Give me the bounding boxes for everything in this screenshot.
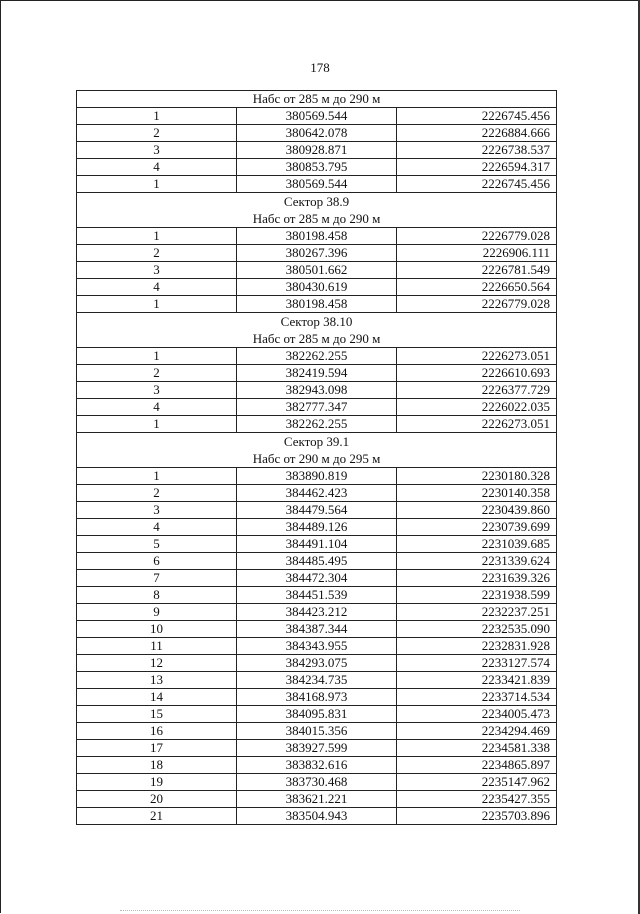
section-header-row <box>77 91 557 108</box>
point-number: 1 <box>77 228 237 245</box>
point-number: 1 <box>77 416 237 433</box>
x-coordinate: 384479.564 <box>237 502 397 519</box>
point-number: 7 <box>77 570 237 587</box>
table-row <box>77 416 557 433</box>
point-number: 4 <box>77 279 237 296</box>
x-coordinate: 383621.221 <box>237 791 397 808</box>
table-row <box>77 348 557 365</box>
point-number: 3 <box>77 262 237 279</box>
x-coordinate: 384387.344 <box>237 621 397 638</box>
y-coordinate: 2226273.051 <box>397 348 557 365</box>
y-coordinate: 2231039.685 <box>397 536 557 553</box>
y-coordinate: 2235703.896 <box>397 808 557 825</box>
x-coordinate: 383890.819 <box>237 468 397 485</box>
y-coordinate: 2234865.897 <box>397 757 557 774</box>
x-coordinate: 384234.735 <box>237 672 397 689</box>
point-number: 20 <box>77 791 237 808</box>
table-row <box>77 553 557 570</box>
point-number: 15 <box>77 706 237 723</box>
y-coordinate: 2230180.328 <box>397 468 557 485</box>
table-row <box>77 365 557 382</box>
x-coordinate: 384168.973 <box>237 689 397 706</box>
x-coordinate: 382262.255 <box>237 416 397 433</box>
table-row <box>77 485 557 502</box>
table-row <box>77 468 557 485</box>
height-range-label: Набс от 285 м до 290 м <box>252 211 381 226</box>
y-coordinate: 2234581.338 <box>397 740 557 757</box>
sector-name: Сектор 38.9 <box>283 194 350 209</box>
table-row <box>77 808 557 825</box>
point-number: 1 <box>77 176 237 193</box>
table-row <box>77 296 557 313</box>
y-coordinate: 2226377.729 <box>397 382 557 399</box>
table-row <box>77 279 557 296</box>
table-row <box>77 382 557 399</box>
x-coordinate: 384293.075 <box>237 655 397 672</box>
table-row <box>77 757 557 774</box>
y-coordinate: 2226273.051 <box>397 416 557 433</box>
page-number: 178 <box>310 60 330 75</box>
y-coordinate: 2235147.962 <box>397 774 557 791</box>
x-coordinate: 380267.396 <box>237 245 397 262</box>
table-row <box>77 399 557 416</box>
y-coordinate: 2226884.666 <box>397 125 557 142</box>
point-number: 19 <box>77 774 237 791</box>
point-number: 1 <box>77 296 237 313</box>
x-coordinate: 380501.662 <box>237 262 397 279</box>
table-row <box>77 706 557 723</box>
point-number: 1 <box>77 348 237 365</box>
y-coordinate: 2231339.624 <box>397 553 557 570</box>
table-row <box>77 689 557 706</box>
section-title <box>77 193 557 228</box>
x-coordinate: 380928.871 <box>237 142 397 159</box>
x-coordinate: 384489.126 <box>237 519 397 536</box>
y-coordinate: 2226745.456 <box>397 108 557 125</box>
table-row <box>77 159 557 176</box>
y-coordinate: 2230140.358 <box>397 485 557 502</box>
point-number: 3 <box>77 382 237 399</box>
scan-artifact-line <box>120 910 520 912</box>
point-number: 9 <box>77 604 237 621</box>
x-coordinate: 382419.594 <box>237 365 397 382</box>
y-coordinate: 2226779.028 <box>397 296 557 313</box>
point-number: 18 <box>77 757 237 774</box>
x-coordinate: 380198.458 <box>237 296 397 313</box>
point-number: 1 <box>77 108 237 125</box>
section-header-row <box>77 433 557 468</box>
y-coordinate: 2226650.564 <box>397 279 557 296</box>
point-number: 4 <box>77 399 237 416</box>
point-number: 16 <box>77 723 237 740</box>
x-coordinate: 382777.347 <box>237 399 397 416</box>
table-row <box>77 655 557 672</box>
point-number: 2 <box>77 485 237 502</box>
table-row <box>77 108 557 125</box>
sector-name: Сектор 38.10 <box>280 314 353 329</box>
height-range-label: Набс от 285 м до 290 м <box>252 331 381 346</box>
y-coordinate: 2226610.693 <box>397 365 557 382</box>
coordinates-table <box>76 90 557 825</box>
height-range-label: Набс от 290 м до 295 м <box>252 451 381 466</box>
x-coordinate: 383504.943 <box>237 808 397 825</box>
x-coordinate: 380430.619 <box>237 279 397 296</box>
x-coordinate: 383927.599 <box>237 740 397 757</box>
x-coordinate: 384423.212 <box>237 604 397 621</box>
point-number: 12 <box>77 655 237 672</box>
point-number: 6 <box>77 553 237 570</box>
y-coordinate: 2233714.534 <box>397 689 557 706</box>
x-coordinate: 384015.356 <box>237 723 397 740</box>
table-row <box>77 536 557 553</box>
y-coordinate: 2230439.860 <box>397 502 557 519</box>
coordinates-table-body <box>77 91 557 825</box>
x-coordinate: 380198.458 <box>237 228 397 245</box>
table-row <box>77 228 557 245</box>
y-coordinate: 2226779.028 <box>397 228 557 245</box>
table-row <box>77 245 557 262</box>
x-coordinate: 382943.098 <box>237 382 397 399</box>
x-coordinate: 384462.423 <box>237 485 397 502</box>
y-coordinate: 2231639.326 <box>397 570 557 587</box>
section-title <box>77 433 557 468</box>
x-coordinate: 380569.544 <box>237 108 397 125</box>
point-number: 21 <box>77 808 237 825</box>
point-number: 13 <box>77 672 237 689</box>
y-coordinate: 2234294.469 <box>397 723 557 740</box>
table-row <box>77 142 557 159</box>
point-number: 10 <box>77 621 237 638</box>
x-coordinate: 380853.795 <box>237 159 397 176</box>
point-number: 11 <box>77 638 237 655</box>
table-row <box>77 519 557 536</box>
table-row <box>77 125 557 142</box>
y-coordinate: 2226022.035 <box>397 399 557 416</box>
point-number: 2 <box>77 365 237 382</box>
section-header-row <box>77 193 557 228</box>
y-coordinate: 2231938.599 <box>397 587 557 604</box>
table-row <box>77 740 557 757</box>
x-coordinate: 380569.544 <box>237 176 397 193</box>
table-row <box>77 176 557 193</box>
table-row <box>77 604 557 621</box>
table-row <box>77 774 557 791</box>
y-coordinate: 2232831.928 <box>397 638 557 655</box>
point-number: 2 <box>77 245 237 262</box>
point-number: 17 <box>77 740 237 757</box>
y-coordinate: 2230739.699 <box>397 519 557 536</box>
point-number: 8 <box>77 587 237 604</box>
point-number: 3 <box>77 142 237 159</box>
x-coordinate: 384343.955 <box>237 638 397 655</box>
point-number: 3 <box>77 502 237 519</box>
table-row <box>77 570 557 587</box>
section-header-row <box>77 313 557 348</box>
x-coordinate: 384451.539 <box>237 587 397 604</box>
table-row <box>77 672 557 689</box>
section-title <box>77 91 557 108</box>
table-row <box>77 502 557 519</box>
point-number: 14 <box>77 689 237 706</box>
table-row <box>77 621 557 638</box>
table-row <box>77 587 557 604</box>
y-coordinate: 2226594.317 <box>397 159 557 176</box>
y-coordinate: 2232237.251 <box>397 604 557 621</box>
y-coordinate: 2234005.473 <box>397 706 557 723</box>
table-row <box>77 638 557 655</box>
point-number: 4 <box>77 159 237 176</box>
y-coordinate: 2233421.839 <box>397 672 557 689</box>
point-number: 4 <box>77 519 237 536</box>
x-coordinate: 384491.104 <box>237 536 397 553</box>
point-number: 1 <box>77 468 237 485</box>
table-row <box>77 262 557 279</box>
y-coordinate: 2235427.355 <box>397 791 557 808</box>
y-coordinate: 2232535.090 <box>397 621 557 638</box>
y-coordinate: 2226738.537 <box>397 142 557 159</box>
table-row <box>77 723 557 740</box>
x-coordinate: 384095.831 <box>237 706 397 723</box>
y-coordinate: 2226906.111 <box>397 245 557 262</box>
y-coordinate: 2226781.549 <box>397 262 557 279</box>
x-coordinate: 384472.304 <box>237 570 397 587</box>
point-number: 2 <box>77 125 237 142</box>
x-coordinate: 380642.078 <box>237 125 397 142</box>
sector-name: Сектор 39.1 <box>283 434 350 449</box>
y-coordinate: 2233127.574 <box>397 655 557 672</box>
y-coordinate: 2226745.456 <box>397 176 557 193</box>
x-coordinate: 382262.255 <box>237 348 397 365</box>
x-coordinate: 383730.468 <box>237 774 397 791</box>
table-row <box>77 791 557 808</box>
section-title <box>77 313 557 348</box>
point-number: 5 <box>77 536 237 553</box>
height-range-label: Набс от 285 м до 290 м <box>252 91 381 106</box>
x-coordinate: 384485.495 <box>237 553 397 570</box>
x-coordinate: 383832.616 <box>237 757 397 774</box>
